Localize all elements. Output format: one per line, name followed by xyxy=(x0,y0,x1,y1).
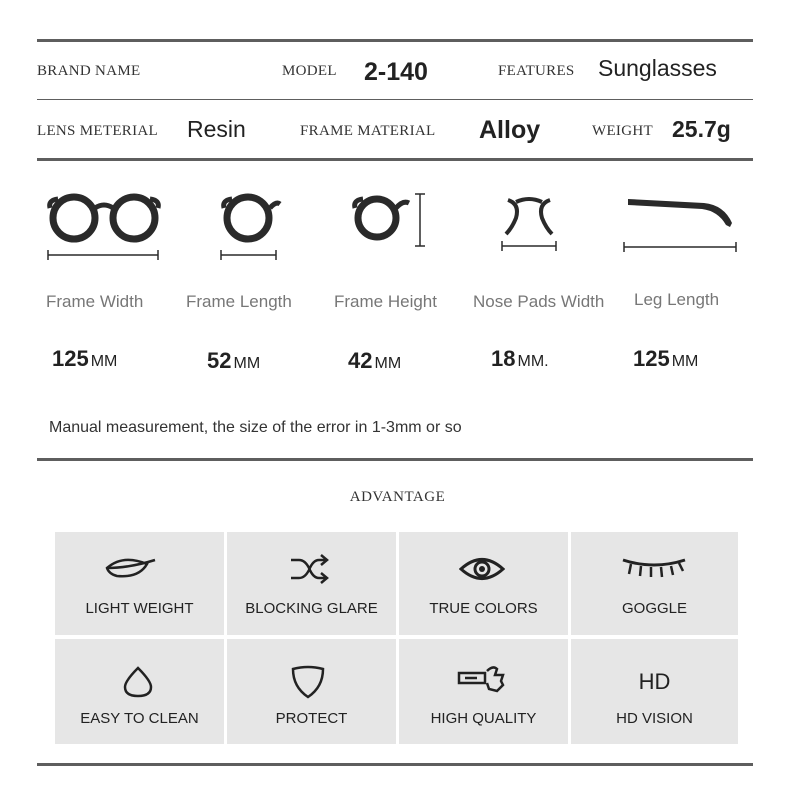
features-value: Sunglasses xyxy=(598,55,717,81)
advantage-label: GOGGLE xyxy=(621,600,688,617)
dim-unit: MM xyxy=(671,353,699,370)
dim-label-leg-length: Leg Length xyxy=(634,290,720,309)
dim-number: 125 xyxy=(52,346,89,371)
dim-unit: MM. xyxy=(517,353,549,370)
glasses-front-icon xyxy=(40,188,170,263)
shield-icon xyxy=(289,663,327,701)
advantage-cell-hd-vision xyxy=(571,639,738,744)
advantage-label: TRUE COLORS xyxy=(429,600,538,617)
advantage-label: LIGHT WEIGHT xyxy=(85,600,194,617)
dim-value-frame-length xyxy=(207,348,260,374)
advantage-label: HIGH QUALITY xyxy=(430,710,537,727)
dim-value-frame-width xyxy=(52,346,117,372)
dim-value-frame-height xyxy=(348,348,401,374)
advantage-cell-true-colors xyxy=(399,532,568,635)
frame-material-value: Alloy xyxy=(479,116,541,144)
hd-icon: HD xyxy=(638,669,671,694)
dim-unit: MM xyxy=(90,353,118,370)
advantage-cell-goggle xyxy=(571,532,738,635)
eyelash-icon xyxy=(621,556,687,580)
dim-number: 52 xyxy=(207,348,232,373)
advantage-label: PROTECT xyxy=(275,710,348,727)
model-value: 2-140 xyxy=(364,58,428,86)
features-label: FEATURES xyxy=(498,63,575,79)
lens-material-value: Resin xyxy=(187,116,246,142)
advantage-label: HD VISION xyxy=(616,710,693,727)
spec-bottom-rule xyxy=(37,158,753,161)
dim-number: 125 xyxy=(633,346,670,371)
top-rule xyxy=(37,39,753,42)
nose-bridge-icon xyxy=(498,190,563,255)
dim-label-frame-height: Frame Height xyxy=(334,292,437,311)
lens-material-label: LENS METERIAL xyxy=(37,123,158,139)
dim-value-nose-pads-width xyxy=(491,346,549,372)
section-rule xyxy=(37,458,753,461)
temple-arm-icon xyxy=(622,195,742,255)
advantage-label: BLOCKING GLARE xyxy=(245,600,378,617)
advantage-title: ADVANTAGE xyxy=(349,489,446,505)
advantage-cell-high-quality xyxy=(399,639,568,744)
mid-rule xyxy=(37,99,753,100)
dim-unit: MM xyxy=(374,355,402,372)
bottom-rule xyxy=(37,763,753,766)
measurement-note: Manual measurement, the size of the error in 1-3mm or so xyxy=(49,419,462,436)
advantage-label: EASY TO CLEAN xyxy=(80,710,199,727)
weight-value: 25.7g xyxy=(672,116,731,142)
advantage-cell-protect xyxy=(227,639,396,744)
dim-number: 42 xyxy=(348,348,373,373)
model-label: MODEL xyxy=(282,63,337,79)
advantage-cell-light-weight xyxy=(55,532,224,635)
advantage-cell-easy-to-clean xyxy=(55,639,224,744)
dim-label-nose-pads-width: Nose Pads Width xyxy=(473,292,605,311)
dim-label-frame-length: Frame Length xyxy=(186,292,292,311)
weight-label: WEIGHT xyxy=(592,123,653,139)
droplet-icon xyxy=(121,665,155,699)
thumbs-up-icon xyxy=(457,663,507,693)
dim-number: 18 xyxy=(491,346,516,371)
feather-icon xyxy=(103,554,159,582)
dim-value-leg-length xyxy=(633,346,698,372)
dim-label-frame-width: Frame Width xyxy=(46,292,144,311)
brand-name-label: BRAND NAME xyxy=(37,63,141,79)
dim-unit: MM xyxy=(233,355,261,372)
single-lens-icon xyxy=(212,188,287,263)
frame-material-label: FRAME MATERIAL xyxy=(300,123,436,139)
eye-icon xyxy=(459,556,505,582)
lens-height-icon xyxy=(345,188,435,253)
shuffle-arrows-icon xyxy=(289,552,331,586)
advantage-cell-blocking-glare xyxy=(227,532,396,635)
